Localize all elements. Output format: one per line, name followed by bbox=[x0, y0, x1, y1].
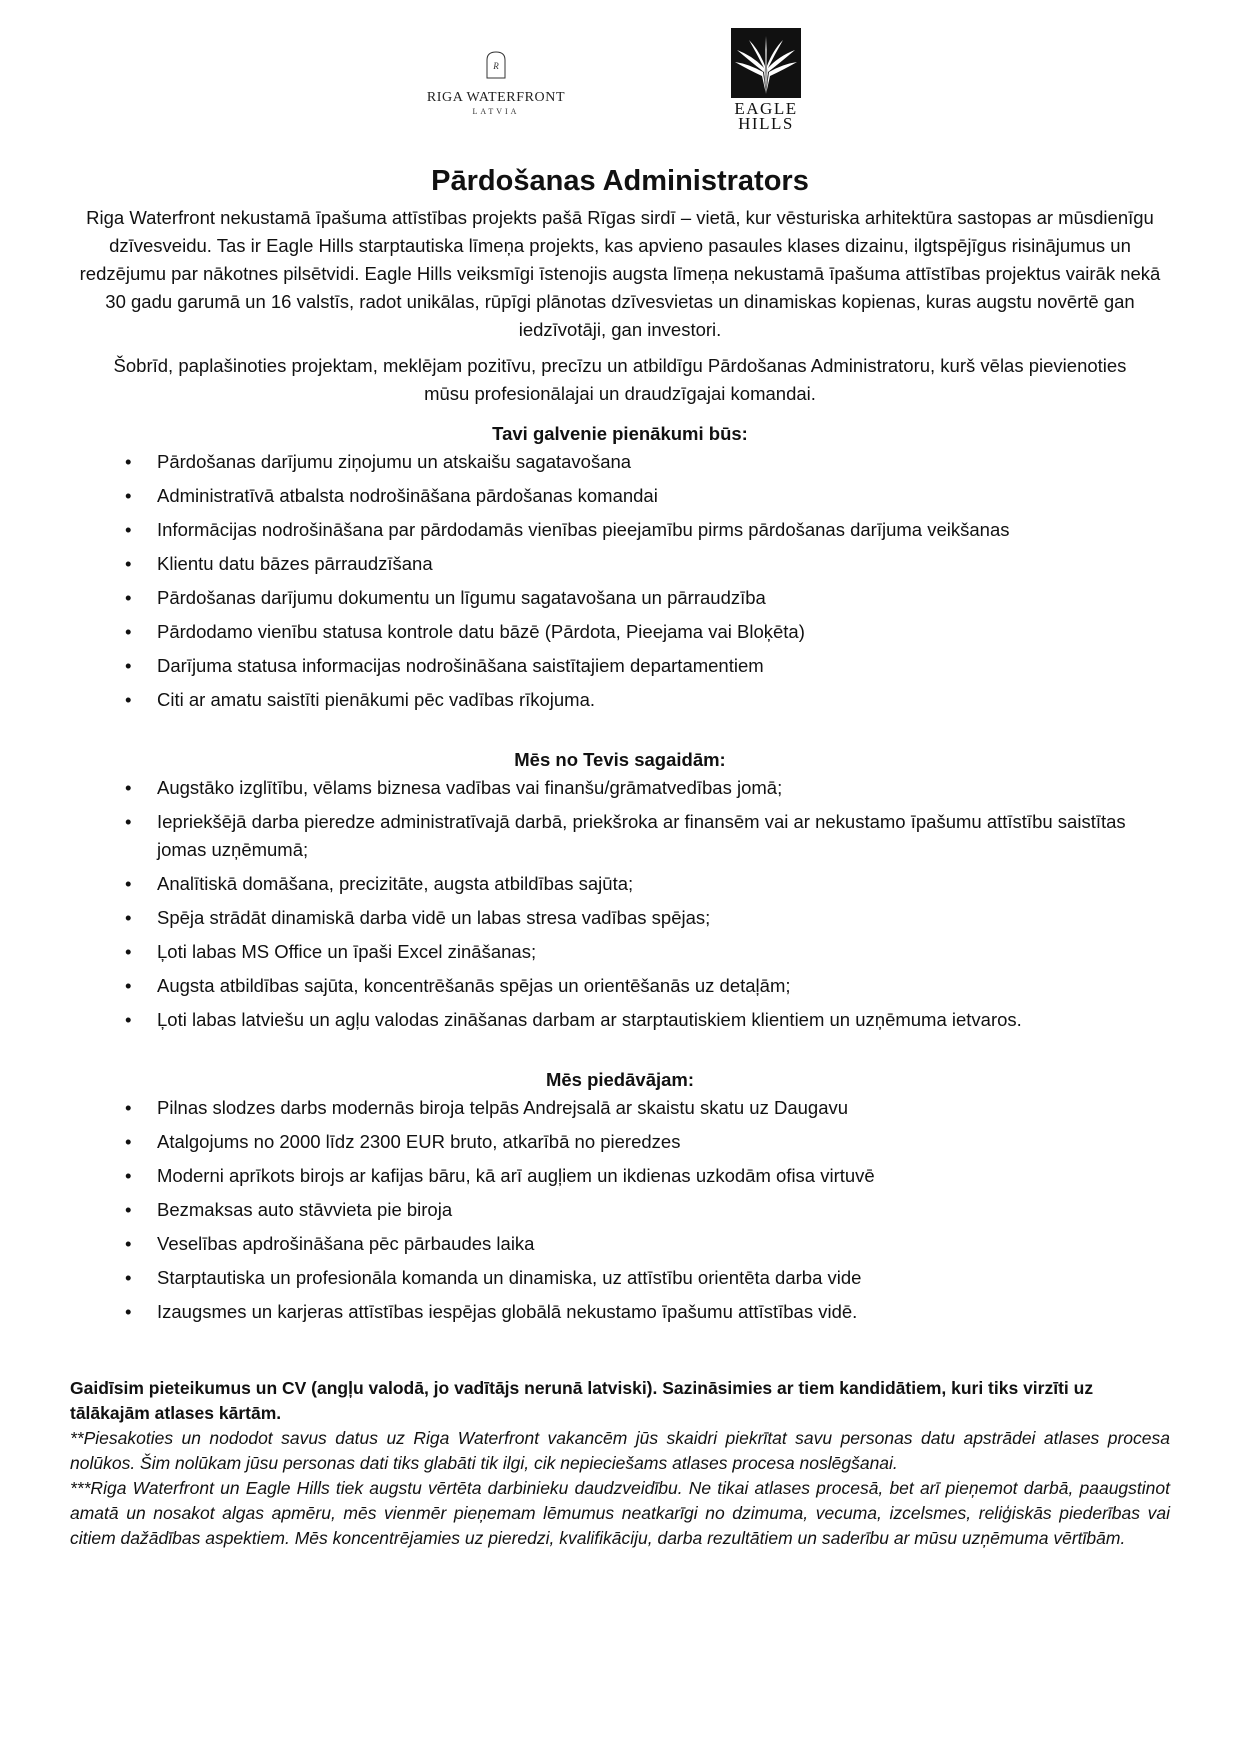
eagle-hills-logo-text bbox=[729, 101, 803, 131]
list-item: • Ļoti labas MS Office un īpaši Excel zināšanas; bbox=[125, 938, 1170, 966]
list-item: • Pārdodamo vienību statusa kontrole datu bāzē (Pārdota, Pieejama vai Bloķēta) bbox=[125, 618, 1170, 646]
expectations-list bbox=[70, 774, 1170, 1034]
job-posting bbox=[70, 160, 1170, 1551]
riga-waterfront-logo-name: RIGA WATERFRONT bbox=[426, 90, 566, 105]
offer-list bbox=[70, 1094, 1170, 1326]
list-item: • Ļoti labas latviešu un agļu valodas zināšanas darbam ar starptautiskiem klientiem un uzņēmuma ietvaros. bbox=[125, 1006, 1170, 1034]
intro-paragraph-2: Šobrīd, paplašinoties projektam, meklējam pozitīvu, precīzu un atbildīgu Pārdošanas Administratoru, kurš vēlas pievienoties mūsu profesionālajai un draudzīgajai komandai. bbox=[113, 355, 1127, 404]
expectations-title: Mēs no Tevis sagaidām: bbox=[514, 749, 726, 770]
list-item: • Administratīvā atbalsta nodrošināšana pārdošanas komandai bbox=[125, 482, 1170, 510]
eagle-hills-logo-line2: HILLS bbox=[738, 114, 794, 133]
offer-title: Mēs piedāvājam: bbox=[545, 1069, 695, 1090]
list-item: • Starptautiska un profesionāla komanda un dinamiska, uz attīstību orientēta darba vide bbox=[125, 1264, 1170, 1292]
diversity-note: ***Riga Waterfront un Eagle Hills tiek augstu vērtēta darbinieku daudzveidību. Ne tikai atlases procesā, bet arī pieņemot darbā, paaugstinot amatā un nosakot algas apmēru, mēs vienmēr pieņemam lēmumus neatkarīgi no dzimuma, vecuma, izcelsmes, reliģiskās piederības vai citiem dažādības aspektiem. Mēs koncentrējamies uz pieredzi, kvalifikāciju, darba rezultātiem un saderību ar mūsu uzņēmuma vērtībām. bbox=[70, 1478, 1170, 1548]
list-item: • Iepriekšējā darba pieredze administratīvajā darbā, priekšroka ar finansēm vai ar nekustamo īpašumu attīstību saistītas jomas uzņēmumā; bbox=[125, 808, 1170, 864]
list-item: • Bezmaksas auto stāvvieta pie biroja bbox=[125, 1196, 1170, 1224]
list-item: • Darījuma statusa informacijas nodrošināšana saistītajiem departamentiem bbox=[125, 652, 1170, 680]
header-logos bbox=[0, 50, 1240, 140]
list-item: • Veselības apdrošināšana pēc pārbaudes laika bbox=[125, 1230, 1170, 1258]
list-item: • Spēja strādāt dinamiskā darba vidē un labas stresa vadības spējas; bbox=[125, 904, 1170, 932]
application-call: Gaidīsim pieteikumus un CV (angļu valodā, jo vadītājs nerunā latviski). Sazināsimies ar tiem kandidātiem, kuri tiks virzīti uz tālākajām atlases kārtām. bbox=[70, 1378, 1094, 1423]
riga-waterfront-logo bbox=[421, 50, 571, 116]
list-item: • Analītiskā domāšana, precizitāte, augsta atbildības sajūta; bbox=[125, 870, 1170, 898]
list-item: • Klientu datu bāzes pārraudzīšana bbox=[125, 550, 1170, 578]
riga-waterfront-monogram-icon bbox=[485, 50, 507, 80]
list-item: • Moderni aprīkots birojs ar kafijas bāru, kā arī augļiem un ikdienas uzkodām ofisa virtuvē bbox=[125, 1162, 1170, 1190]
list-item: • Atalgojums no 2000 līdz 2300 EUR bruto, atkarībā no pieredzes bbox=[125, 1128, 1170, 1156]
list-item: • Augsta atbildības sajūta, koncentrēšanās spējas un orientēšanās uz detaļām; bbox=[125, 972, 1170, 1000]
intro-paragraph: Riga Waterfront nekustamā īpašuma attīstības projekts pašā Rīgas sirdī – vietā, kur vēsturiska arhitektūra sastopas ar mūsdienīgu dzīvesveidu. Tas ir Eagle Hills starptautiska līmeņa projekts, kas apvieno pasaules klases dizainu, ilgtspējīgus risinājumus un redzējumu par nākotnes pilsētvidi. Eagle Hills veiksmīgi īstenojis augsta līmeņa nekustamā īpašuma attīstības projektus vairāk nekā 30 gadu garumā un 16 valstīs, radot unikālas, rūpīgi plānotas dzīvesvietas un dinamiskas kopienas, kuras augstu novērtē gan iedzīvotāji, gan investori. bbox=[79, 207, 1161, 340]
duties-title: Tavi galvenie pienākumi būs: bbox=[492, 423, 748, 444]
eagle-hills-logo-line1: EAGLE bbox=[734, 99, 798, 118]
data-processing-note: **Piesakoties un nododot savus datus uz Riga Waterfront vakancēm jūs skaidri piekrītat savu personas datu apstrādei atlases procesa nolūkos. Šim nolūkam jūsu personas dati tiks glabāti tik ilgi, cik nepieciešams atlases procesa noslēgšanai. bbox=[70, 1428, 1170, 1473]
list-item: • Informācijas nodrošināšana par pārdodamās vienības pieejamību pirms pārdošanas darījuma veikšanas bbox=[125, 516, 1170, 544]
svg-text:R: R bbox=[493, 61, 499, 71]
list-item: • Pilnas slodzes darbs modernās biroja telpās Andrejsalā ar skaistu skatu uz Daugavu bbox=[125, 1094, 1170, 1122]
list-item: • Citi ar amatu saistīti pienākumi pēc vadības rīkojuma. bbox=[125, 686, 1170, 714]
list-item: • Augstāko izglītību, vēlams biznesa vadības vai finanšu/grāmatvedības jomā; bbox=[125, 774, 1170, 802]
eagle-hills-emblem-icon bbox=[731, 28, 801, 98]
list-item: • Izaugsmes un karjeras attīstības iespējas globālā nekustamo īpašumu attīstības vidē. bbox=[125, 1298, 1170, 1326]
eagle-hills-logo bbox=[729, 28, 803, 131]
list-item: • Pārdošanas darījumu ziņojumu un atskaišu sagatavošana bbox=[125, 448, 1170, 476]
riga-waterfront-logo-sub: LATVIA bbox=[472, 107, 520, 116]
duties-list bbox=[70, 448, 1170, 714]
page-title: Pārdošanas Administrators bbox=[431, 165, 809, 197]
list-item: • Pārdošanas darījumu dokumentu un līgumu sagatavošana un pārraudzība bbox=[125, 584, 1170, 612]
